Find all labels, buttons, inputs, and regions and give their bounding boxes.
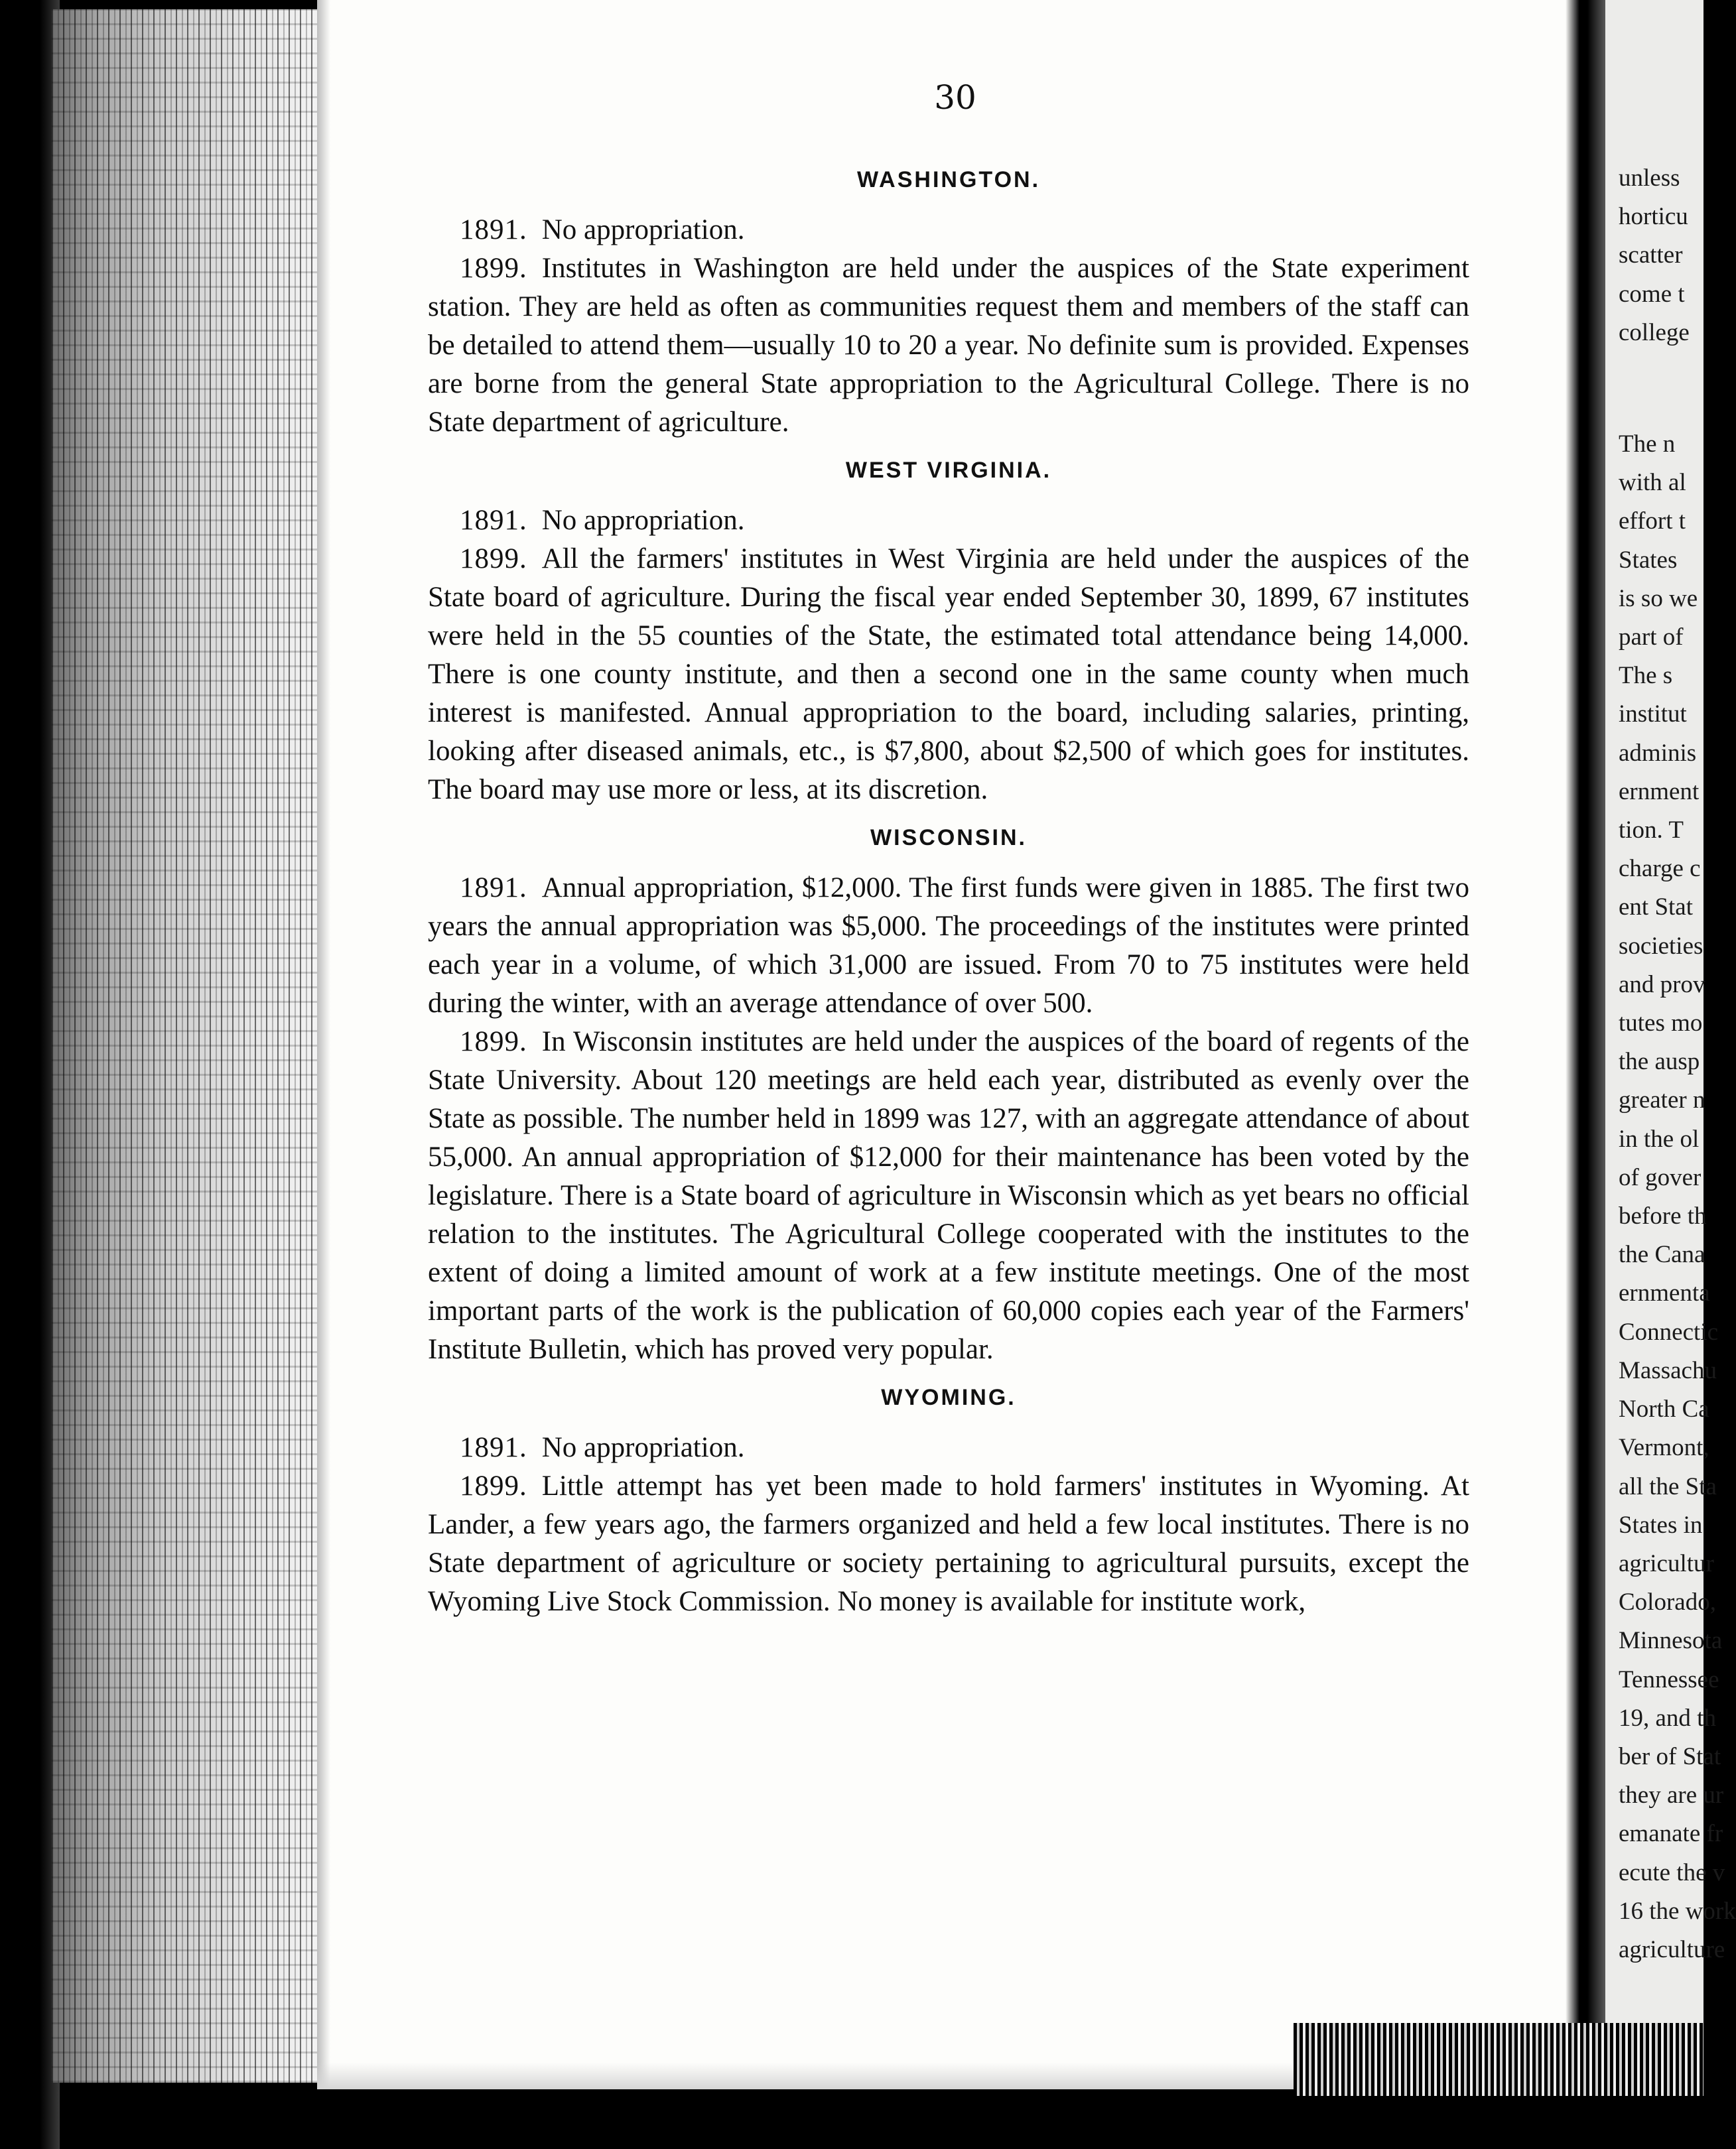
next-page-line: horticu xyxy=(1619,203,1688,231)
paragraph-year: 1899. xyxy=(460,253,527,284)
paragraph-text: All the farmers' institutes in West Virginia are held under the auspices of the State board of agriculture. During the fiscal year ended September 30, 1899, 67 institutes were held in the 55 counties of the State, the estimated total attendance being 14,000. There is one county institute, and then a second one in the same county when much interest is manifested. Annual appropriation to the board, including salaries, printing, looking after diseased animals, etc., is $7,800, about $2,500 of which goes for institutes. The board may use more or less, at its discretion. xyxy=(428,543,1469,805)
next-page-line: of gover xyxy=(1619,1163,1702,1191)
next-page-line: Connectic xyxy=(1619,1318,1719,1346)
paragraph xyxy=(428,869,1469,1023)
next-page-line: 16 the work xyxy=(1619,1897,1736,1925)
next-page-line: before th xyxy=(1619,1203,1707,1230)
paragraph-text: No appropriation. xyxy=(541,505,745,536)
paragraph-year: 1891. xyxy=(460,1432,527,1463)
paragraph xyxy=(428,1429,1469,1467)
paragraph xyxy=(428,249,1469,442)
next-page-line: all the Sta xyxy=(1619,1472,1717,1500)
section xyxy=(428,151,1469,442)
next-page-gap xyxy=(1619,352,1703,425)
next-page-line: institut xyxy=(1619,700,1687,728)
paragraph-year: 1891. xyxy=(460,505,527,536)
paragraph xyxy=(428,1023,1469,1369)
bottom-page-edges xyxy=(1294,2023,1703,2096)
page-gutter xyxy=(317,0,330,2089)
section xyxy=(428,1369,1469,1621)
next-page-line: Massachu xyxy=(1619,1356,1717,1384)
paragraph-text: No appropriation. xyxy=(541,1432,745,1463)
next-page-line: Colorado, xyxy=(1619,1589,1716,1616)
next-page-line: agricultur xyxy=(1619,1549,1714,1577)
left-page-edges xyxy=(52,9,317,2083)
section-heading: WASHINGTON. xyxy=(856,167,1041,192)
next-page-line: with al xyxy=(1619,469,1686,497)
paragraph-text: Little attempt has yet been made to hold farmers' institutes in Wyoming. At Lander, a few years ago, the farmers organized and held a few local institutes. There is no State department of agriculture or society pertaining to agricultural pursuits, except the Wyoming Live Stock Commission. No money is available for institute work, xyxy=(428,1470,1469,1617)
next-page-line: emanate fr xyxy=(1619,1820,1723,1848)
spine-shadow xyxy=(1566,0,1605,2089)
next-page-line: and prov xyxy=(1619,970,1705,998)
next-page-line: unless xyxy=(1619,164,1680,192)
next-page-line: scatter xyxy=(1619,241,1683,269)
next-page-line: Minnesota xyxy=(1619,1627,1723,1655)
next-page-line: in the ol xyxy=(1619,1125,1700,1153)
next-page-line: ent Stat xyxy=(1619,893,1694,921)
paragraph-year: 1899. xyxy=(460,1026,527,1057)
paragraph-year: 1891. xyxy=(460,214,527,245)
paragraph-text: Institutes in Washington are held under the auspices of the State experiment station. They are held as often as communities request them and members of the staff can be detailed to attend them—usually 10 to 20 a year. No definite sum is provided. Expenses are borne from the general State appropriation to the Agricultural College. There is no State department of agriculture. xyxy=(428,253,1469,438)
paragraph-text: No appropriation. xyxy=(541,214,745,245)
next-page-line: is so we xyxy=(1619,584,1698,612)
next-page-line: college xyxy=(1619,318,1690,346)
next-page-line: agriculture xyxy=(1619,1935,1725,1963)
next-page-line: they are ur xyxy=(1619,1782,1724,1809)
next-page-line: tutes mo xyxy=(1619,1009,1703,1037)
section xyxy=(428,809,1469,1369)
section-heading: WEST VIRGINIA. xyxy=(845,458,1052,483)
section-heading: WYOMING. xyxy=(881,1385,1016,1410)
paragraph-text: In Wisconsin institutes are held under the auspices of the board of regents of the State University. About 120 meetings are held each year, distributed as evenly over the State as possible. The number held in 1899 was 127, with an aggregate attendance of about 55,000. An annual appropriation of $12,000 for their maintenance has been voted by the legislature. There is a State board of agriculture in Wisconsin which as yet bears no official relation to the institutes. The Agricultural College cooperated with the institutes to the extent of doing a limited amount of work at a few institute meetings. One of the most important parts of the work is the publication of 60,000 copies each year of the Farmers' Institute Bulletin, which has proved very popular. xyxy=(428,1026,1469,1365)
next-page-line: Tennessee xyxy=(1619,1665,1719,1693)
page-content xyxy=(428,151,1469,1621)
next-page-text xyxy=(1619,159,1736,1969)
paragraph-year: 1899. xyxy=(460,543,527,574)
next-page-line: societies xyxy=(1619,932,1703,960)
next-page-line: charge c xyxy=(1619,855,1701,883)
paragraph-text: Annual appropriation, $12,000. The first funds were given in 1885. The first two years the annual appropriation was $5,000. The proceedings of the institutes were printed each year in a volume, of which 31,000 are issued. From 70 to 75 institutes were held during the winter, with an average attendance of over 500. xyxy=(428,872,1469,1019)
paragraph-year: 1891. xyxy=(460,872,527,903)
paragraph xyxy=(428,1467,1469,1621)
paragraph xyxy=(428,211,1469,249)
next-page-line: States in xyxy=(1619,1511,1703,1539)
next-page-line: the Cana xyxy=(1619,1241,1705,1269)
section xyxy=(428,442,1469,809)
next-page-line: 19, and th xyxy=(1619,1704,1716,1732)
next-page-line: part of xyxy=(1619,623,1684,651)
next-page-line: ecute the v xyxy=(1619,1858,1725,1886)
next-page-line: adminis xyxy=(1619,739,1697,767)
next-page-line: come t xyxy=(1619,280,1685,308)
next-page-line: States xyxy=(1619,546,1678,574)
next-page-line: Vermont, xyxy=(1619,1434,1709,1462)
next-page-line: ber of Stat xyxy=(1619,1742,1721,1770)
paragraph xyxy=(428,501,1469,540)
paragraph xyxy=(428,540,1469,809)
page-number: 30 xyxy=(934,78,976,117)
next-page-line: effort t xyxy=(1619,507,1686,535)
next-page-line: greater n xyxy=(1619,1086,1705,1114)
next-page-line: the ausp xyxy=(1619,1048,1700,1076)
next-page-line: tion. T xyxy=(1619,816,1684,844)
paragraph-year: 1899. xyxy=(460,1470,527,1502)
next-page-line: ernmenta xyxy=(1619,1279,1710,1307)
section-heading: WISCONSIN. xyxy=(870,825,1027,850)
next-page-line: The s xyxy=(1619,662,1673,690)
next-page-line: ernment xyxy=(1619,777,1700,805)
next-page-line: North Ca xyxy=(1619,1396,1709,1423)
next-page-line: The n xyxy=(1619,430,1676,458)
